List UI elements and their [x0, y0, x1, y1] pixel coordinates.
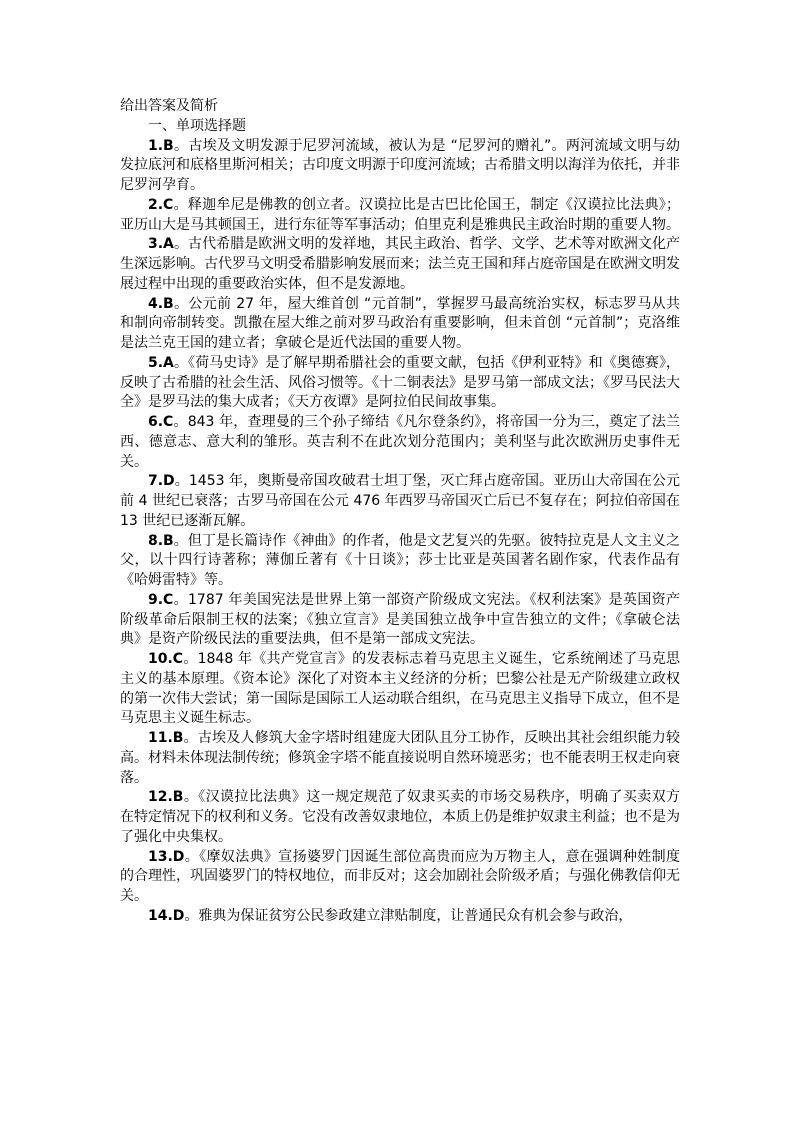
answer-item — [120, 729, 680, 788]
answer-item — [120, 137, 680, 196]
answer-number: 2.C — [148, 196, 174, 213]
answer-text: 。雅典为保证贫穷公民参政建立津贴制度，让普通民众有机会参与政治， — [184, 907, 633, 924]
answer-item — [120, 532, 680, 591]
answer-text: 。1453 年，奥斯曼帝国攻破君士坦丁堡，灭亡拜占庭帝国。亚历山大帝国在公元前 4 世纪已衰落；古罗马帝国在公元 476 年西罗马帝国灭亡后已不复存在；阿拉伯帝国在 13 世纪已逐渐瓦解。 — [120, 473, 680, 529]
answer-text: 。古埃及人修筑大金字塔时组建庞大团队且分工协作，反映出其社会组织能力较高。材料未体现法制传统；修筑金字塔不能直接说明自然环境恶劣；也不能表明王权走向衰落。 — [120, 730, 680, 786]
answer-number: 8.B — [148, 532, 174, 549]
answer-text: 。843 年，查理曼的三个孙子缔结《凡尔登条约》，将帝国一分为三，奠定了法兰西、德意志、意大利的雏形。英吉利不在此次划分范围内；美利坚与此次欧洲历史事件无关。 — [120, 414, 680, 470]
answer-text: 。公元前 27 年，屋大维首创 “元首制”，掌握罗马最高统治实权，标志罗马从共和制向帝制转变。凯撒在屋大维之前对罗马政治有重要影响，但未首创 “元首制”；克洛维是法兰克王国的建立者；拿破仑是近代法国的重要人物。 — [120, 295, 680, 351]
answer-text: 。释迦牟尼是佛教的创立者。汉谟拉比是古巴比伦国王，制定《汉谟拉比法典》；亚历山大是马其顿国王，进行东征等军事活动；伯里克利是雅典民主政治时期的重要人物。 — [120, 196, 680, 233]
answer-number: 9.C — [148, 591, 174, 608]
answer-item — [120, 413, 680, 472]
answer-number: 5.A — [148, 354, 174, 371]
answer-item — [120, 472, 680, 531]
answer-number: 13.D — [148, 848, 185, 865]
answer-text: 。古埃及文明发源于尼罗河流域，被认为是 “尼罗河的赠礼”。两河流域文明与幼发拉底河和底格里斯河相关；古印度文明源于印度河流域；古希腊文明以海洋为依托，并非尼罗河孕育。 — [120, 137, 680, 193]
document-heading: 给出答案及简析 — [120, 98, 218, 114]
answer-text: 。但丁是长篇诗作《神曲》的作者，他是文艺复兴的先驱。彼特拉克是人文主义之父，以十四行诗著称；薄伽丘著有《十日谈》；莎士比亚是英国著名剧作家，代表作品有《哈姆雷特》等。 — [120, 532, 680, 588]
answer-text: 。《摩奴法典》宣扬婆罗门因诞生部位高贵而应为万物主人，意在强调种姓制度的合理性，巩固婆罗门的特权地位，而非反对；这会加剧社会阶级矛盾；与强化佛教信仰无关。 — [120, 848, 680, 904]
answer-number: 4.B — [148, 295, 174, 312]
answer-number: 10.C — [148, 651, 184, 667]
section-title: 一、单项选择题 — [148, 117, 246, 134]
answer-text: 。古代希腊是欧洲文明的发祥地，其民主政治、哲学、文学、艺术等对欧洲文化产生深远影响。古代罗马文明受希腊影响发展而来；法兰克王国和拜占庭帝国是在欧洲文明发展过程中出现的重要政治实体，但不是发源地。 — [120, 236, 680, 292]
answer-number: 3.A — [148, 236, 174, 253]
answer-item — [120, 354, 680, 413]
answer-item — [120, 788, 680, 847]
answer-item — [120, 650, 680, 729]
answer-item — [120, 196, 680, 236]
answer-number: 7.D — [148, 473, 175, 490]
answer-number: 6.C — [148, 414, 174, 430]
answer-number: 11.B — [148, 730, 184, 746]
answer-item — [120, 907, 680, 927]
answer-number: 14.D — [148, 907, 185, 924]
answer-number: 12.B — [148, 789, 184, 806]
answer-item — [120, 295, 680, 354]
answer-text: 。《荷马史诗》是了解早期希腊社会的重要文献，包括《伊利亚特》和《奥德赛》，反映了古希腊的社会生活、风俗习惯等。《十二铜表法》是罗马第一部成文法；《罗马民法大全》是罗马法的集大成者；《天方夜谭》是阿拉伯民间故事集。 — [120, 354, 680, 411]
answer-item — [120, 591, 680, 650]
answer-text: 。1848 年《共产党宣言》的发表标志着马克思主义诞生，它系统阐述了马克思主义的基本原理。《资本论》深化了对资本主义经济的分析；巴黎公社是无产阶级建立政权的第一次伟大尝试；第一国际是国际工人运动联合组织，在马克思主义指导下成立，但不是马克思主义诞生标志。 — [120, 651, 680, 727]
answer-text: 。1787 年美国宪法是世界上第一部资产阶级成文宪法。《权利法案》是英国资产阶级革命后限制王权的法案；《独立宣言》是美国独立战争中宣告独立的文件；《拿破仑法典》是资产阶级民法的重要法典，但不是第一部成文宪法。 — [120, 591, 680, 648]
answer-document — [120, 97, 680, 927]
answer-text: 。《汉谟拉比法典》这一规定规范了奴隶买卖的市场交易秩序，明确了买卖双方在特定情况下的权利和义务。它没有改善奴隶地位，本质上仍是维护奴隶主利益；也不是为了强化中央集权。 — [120, 789, 680, 845]
answer-number: 1.B — [148, 137, 174, 154]
answer-item — [120, 235, 680, 294]
answer-item — [120, 848, 680, 907]
